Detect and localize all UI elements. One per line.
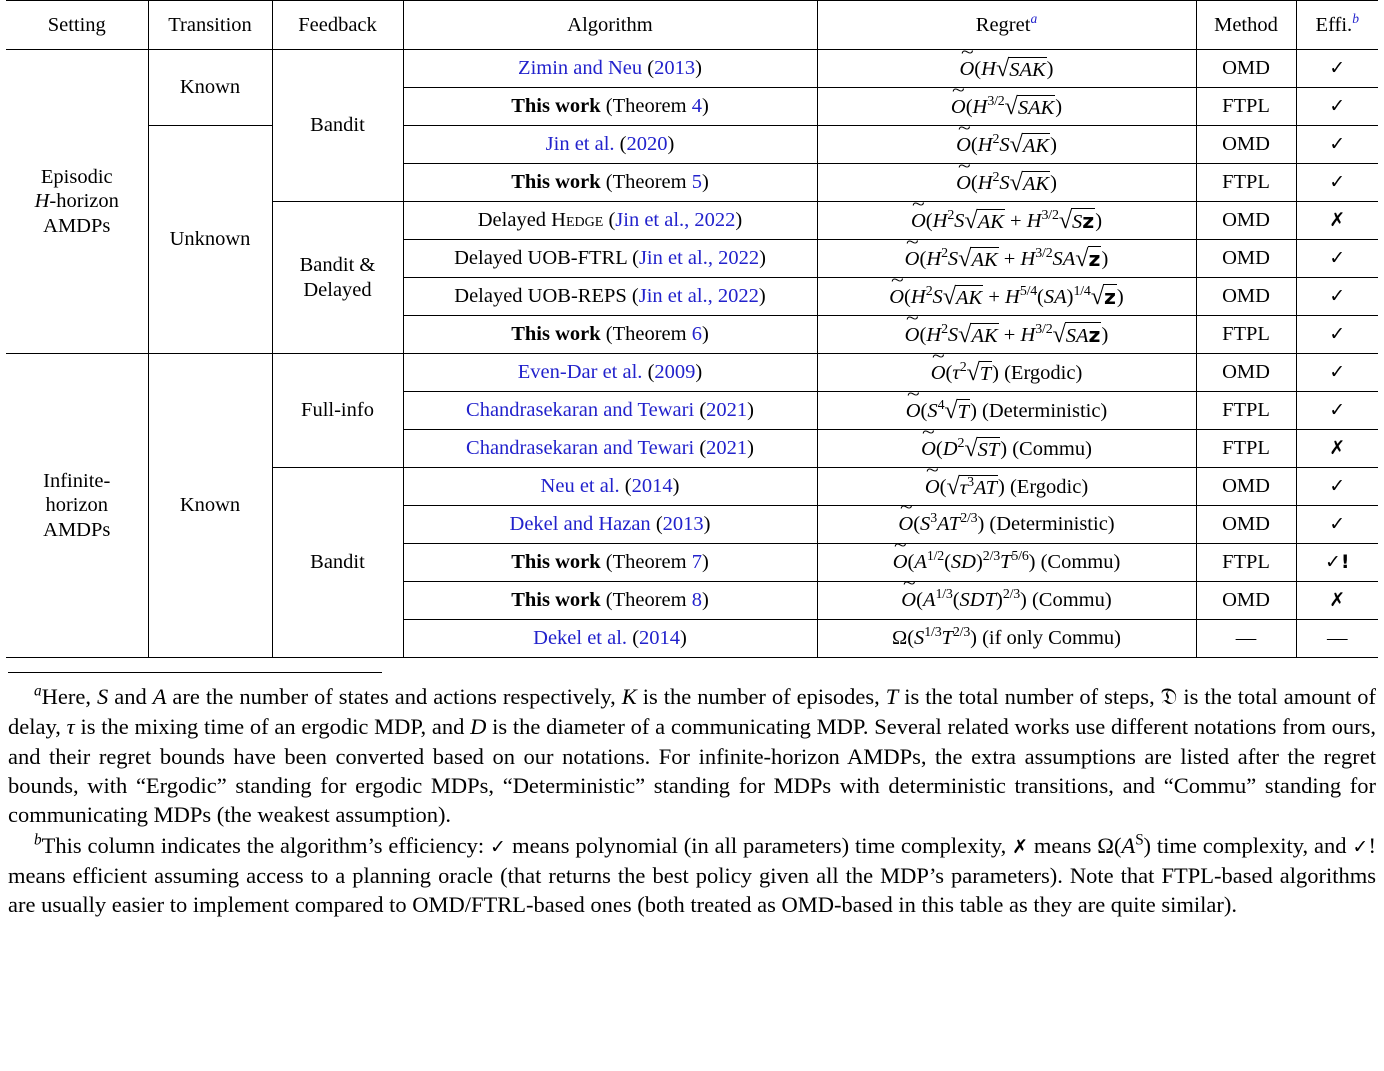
method-cell: OMD xyxy=(1196,50,1296,88)
effi-cell xyxy=(1296,278,1378,316)
table-row xyxy=(6,126,1378,164)
algorithm-name: Hedge xyxy=(551,209,604,232)
method-cell: OMD xyxy=(1196,202,1296,240)
effi-cell xyxy=(1296,164,1378,202)
algorithm-cell: This work (Theorem 4) xyxy=(403,88,817,126)
footnote-a-marker: a xyxy=(34,682,42,700)
feedback-bandit-delayed xyxy=(272,202,403,354)
effi-cell xyxy=(1296,430,1378,468)
citation-link[interactable]: Chandrasekaran and Tewari xyxy=(466,399,695,422)
this-work-label: This work xyxy=(511,171,601,194)
regret-cell: ~ $O(A^{1/2}(SD)^{2/3}T^{5/6})$ (Commu) xyxy=(817,544,1196,582)
header-setting: Setting xyxy=(6,1,148,50)
regret-cell: ~ O(H√SAK) xyxy=(817,50,1196,88)
algorithm-cell: Jin et al. (2020) xyxy=(403,126,817,164)
transition-known-2: Known xyxy=(148,354,272,658)
algorithm-cell: Zimin and Neu (2013) xyxy=(403,50,817,88)
algorithm-cell: Chandrasekaran and Tewari (2021) xyxy=(403,430,817,468)
citation-year[interactable]: 2014 xyxy=(631,475,673,498)
header-row xyxy=(6,1,1378,50)
check-icon: ✓ xyxy=(1329,171,1346,194)
this-work-label: This work xyxy=(511,95,601,118)
this-work-label: This work xyxy=(511,551,601,574)
feedback-line-2: Delayed xyxy=(303,278,372,301)
check-icon: ✓ xyxy=(1329,133,1346,156)
footnote-a xyxy=(6,682,1378,829)
header-regret xyxy=(817,1,1196,50)
effi-cell xyxy=(1296,468,1378,506)
method-cell: OMD xyxy=(1196,468,1296,506)
method-cell: OMD xyxy=(1196,240,1296,278)
algorithm-cell: This work (Theorem 6) xyxy=(403,316,817,354)
check-icon: ✓ xyxy=(1329,361,1346,384)
this-work-label: This work xyxy=(511,589,601,612)
table-row xyxy=(6,354,1378,392)
footnote-b-t3: means xyxy=(1028,833,1098,859)
citation-year[interactable]: 2021 xyxy=(706,437,748,460)
regret-cell: $\Omega(S^{1/3}T^{2/3})$ (if only Commu) xyxy=(817,620,1196,658)
method-cell: OMD xyxy=(1196,506,1296,544)
citation-link[interactable]: Jin et al., 2022 xyxy=(638,285,759,308)
citation-link[interactable]: Even-Dar et al. xyxy=(517,361,643,384)
algorithm-cell: Delayed Hedge (Jin et al., 2022) xyxy=(403,202,817,240)
effi-cell xyxy=(1296,582,1378,620)
check-icon: ✓ xyxy=(1329,247,1346,270)
algorithm-cell: Dekel et al. (2014) xyxy=(403,620,817,658)
theorem-link[interactable]: 6 xyxy=(691,323,702,346)
regret-assumption: (Deterministic) xyxy=(982,400,1108,423)
sym-omega-AS: $\Omega(A^S)$ xyxy=(1097,831,1152,859)
em-dash: — xyxy=(1235,627,1257,650)
check-icon: ✓ xyxy=(1329,57,1346,80)
effi-cell xyxy=(1296,240,1378,278)
effi-cell xyxy=(1296,506,1378,544)
check-icon: ✓ xyxy=(1329,323,1346,346)
header-algorithm: Algorithm xyxy=(403,1,817,50)
algorithm-prefix: Delayed UOB-FTRL xyxy=(454,247,633,270)
setting-line-1: Infinite- xyxy=(43,470,111,493)
theorem-link[interactable]: 7 xyxy=(691,551,702,574)
citation-year[interactable]: 2014 xyxy=(639,627,681,650)
regret-assumption: (Ergodic) xyxy=(1009,476,1089,499)
feedback-bandit-2: Bandit xyxy=(272,468,403,658)
footnote-a-t6: is the total amount of delay, xyxy=(8,684,1376,740)
footnote-a-t5: is the total number of steps, xyxy=(898,684,1161,709)
cross-icon: ✗ xyxy=(1329,589,1346,612)
transition-unknown: Unknown xyxy=(148,126,272,354)
header-transition: Transition xyxy=(148,1,272,50)
effi-cell xyxy=(1296,316,1378,354)
setting-line-2: H-horizon xyxy=(34,190,119,213)
check-icon: ✓ xyxy=(1329,399,1346,422)
footnote-b-t5: ! means efficient assuming access to a planning oracle (that returns the best policy given all the MDP’s parameters). Note that FTPL-based algorithms are usually easier to implement compared to OMD/FTRL-based ones (both treated as OMD-based in this table as they are quite similar). xyxy=(8,833,1376,917)
algorithm-cell: Dekel and Hazan (2013) xyxy=(403,506,817,544)
transition-known-1: Known xyxy=(148,50,272,126)
regret-cell: ~ $O(H^{3/2}√SAK)$ xyxy=(817,88,1196,126)
footnote-marker-a: a xyxy=(1030,11,1038,27)
group-setting-infinite xyxy=(6,354,148,658)
theorem-link[interactable]: 4 xyxy=(691,95,702,118)
algorithm-cell: This work (Theorem 5) xyxy=(403,164,817,202)
header-effi-label: Effi. xyxy=(1315,13,1353,36)
algorithm-cell: Neu et al. (2014) xyxy=(403,468,817,506)
citation-link[interactable]: Jin et al., 2022 xyxy=(615,209,736,232)
theorem-link[interactable]: 8 xyxy=(691,589,702,612)
footnotes-section xyxy=(6,672,1378,919)
method-cell: FTPL xyxy=(1196,316,1296,354)
regret-cell: ~ $O(A^{1/3}(SDT)^{2/3})$ (Commu) xyxy=(817,582,1196,620)
footnote-marker-b: b xyxy=(1352,11,1359,27)
algorithm-cell: Delayed UOB-REPS (Jin et al., 2022) xyxy=(403,278,817,316)
regret-cell: ~ $O(H^2S√AK$ + $H^{3/2}√SA𝘇$) xyxy=(817,316,1196,354)
sym-S: S xyxy=(96,684,109,709)
method-cell: OMD xyxy=(1196,278,1296,316)
regret-cell: ~ $O(H^2S√AK)$ xyxy=(817,164,1196,202)
setting-line-2: horizon xyxy=(45,494,109,517)
citation-link[interactable]: Chandrasekaran and Tewari xyxy=(466,437,695,460)
method-cell: OMD xyxy=(1196,354,1296,392)
table-row xyxy=(6,50,1378,88)
comparison-table xyxy=(6,0,1378,658)
check-bang-icon: ✓! xyxy=(1324,551,1350,574)
effi-cell xyxy=(1296,88,1378,126)
effi-cell xyxy=(1296,50,1378,88)
citation-year[interactable]: 2009 xyxy=(654,361,696,384)
citation-link[interactable]: Dekel and Hazan xyxy=(509,513,651,536)
effi-cell xyxy=(1296,544,1378,582)
regret-cell: ~ $O(H^2S√AK$ + $H^{5/4}(SA)^{1/4}√𝘇$) xyxy=(817,278,1196,316)
sym-K: K xyxy=(621,684,637,709)
method-cell: OMD xyxy=(1196,582,1296,620)
regret-assumption: (Commu) xyxy=(1040,551,1121,574)
feedback-bandit-1: Bandit xyxy=(272,50,403,202)
theorem-link[interactable]: 5 xyxy=(691,171,702,194)
footnote-a-t3: are the number of states and actions respectively, xyxy=(166,684,622,709)
setting-line-3: AMDPs xyxy=(43,518,111,541)
check-icon: ✓ xyxy=(1329,285,1346,308)
method-cell: OMD xyxy=(1196,126,1296,164)
this-work-label: This work xyxy=(511,323,601,346)
footnote-b-marker: b xyxy=(34,831,42,849)
citation-year[interactable]: 2021 xyxy=(706,399,748,422)
algorithm-cell: Chandrasekaran and Tewari (2021) xyxy=(403,392,817,430)
footnote-b-t2: means polynomial (in all parameters) time complexity, xyxy=(506,833,1013,859)
regret-assumption: (Ergodic) xyxy=(1004,362,1083,385)
header-method: Method xyxy=(1196,1,1296,50)
regret-assumption: (Commu) xyxy=(1012,438,1092,461)
footnote-rule xyxy=(8,672,382,673)
table-body xyxy=(6,50,1378,658)
header-feedback: Feedback xyxy=(272,1,403,50)
algorithm-prefix: Delayed xyxy=(477,209,552,232)
group-setting-episodic xyxy=(6,50,148,354)
sym-D: D xyxy=(470,714,487,740)
citation-link[interactable]: Dekel et al. xyxy=(533,627,628,650)
effi-cell xyxy=(1296,126,1378,164)
regret-cell: ~ $O(H^2S√AK)$ xyxy=(817,126,1196,164)
algorithm-cell: This work (Theorem 8) xyxy=(403,582,817,620)
cross-icon: ✗ xyxy=(1329,209,1346,232)
citation-link[interactable]: Zimin and Neu xyxy=(518,57,643,80)
regret-cell: ~ $O(\tau^2√T)$ (Ergodic) xyxy=(817,354,1196,392)
footnote-a-t1: Here, xyxy=(41,684,97,709)
method-cell: FTPL xyxy=(1196,544,1296,582)
regret-cell: ~ $O(S^3AT^{2/3})$ (Deterministic) xyxy=(817,506,1196,544)
table-header xyxy=(6,1,1378,50)
footnote-a-t4: is the number of episodes, xyxy=(636,684,886,709)
sym-tau: τ xyxy=(66,714,75,740)
regret-assumption: (if only Commu) xyxy=(982,627,1122,650)
algorithm-cell: Even-Dar et al. (2009) xyxy=(403,354,817,392)
check-icon: ✓ xyxy=(490,836,507,859)
algorithm-cell: This work (Theorem 7) xyxy=(403,544,817,582)
footnote-a-t7: is the mixing time of an ergodic MDP, and xyxy=(74,714,471,740)
sym-A: A xyxy=(152,684,167,709)
feedback-full-info: Full-info xyxy=(272,354,403,468)
method-cell: FTPL xyxy=(1196,430,1296,468)
algorithm-prefix: Delayed UOB-REPS xyxy=(454,285,632,308)
method-cell: FTPL xyxy=(1196,164,1296,202)
citation-year[interactable]: 2013 xyxy=(654,57,696,80)
check-icon: ✓ xyxy=(1352,836,1369,859)
effi-cell xyxy=(1296,392,1378,430)
effi-cell xyxy=(1296,202,1378,240)
em-dash: — xyxy=(1327,627,1348,650)
footnote-b-t4: time complexity, and xyxy=(1151,833,1353,859)
check-icon: ✓ xyxy=(1329,513,1346,536)
setting-line-3: AMDPs xyxy=(43,214,111,237)
regret-cell: ~ $O(H^2S√AK$ + $H^{3/2}√S𝘇$) xyxy=(817,202,1196,240)
footnote-a-t8: is the diameter of a communicating MDP. Several related works use different notations from ours, and their regret bounds have been converted based on our notations. For infinite-horizon AMDPs, the extra assumptions are listed after the regret bounds, with “Ergodic” standing for ergodic MDPs, “Deterministic” standing for MDPs with deterministic transitions, and “Commu” standing for communicating MDPs (the weakest assumption). xyxy=(8,714,1376,827)
citation-link[interactable]: Jin et al., 2022 xyxy=(638,247,760,270)
footnote-a-t2: and xyxy=(108,684,153,709)
regret-assumption: (Deterministic) xyxy=(989,513,1115,536)
sym-T: T xyxy=(885,684,899,709)
header-effi xyxy=(1296,1,1378,50)
regret-cell: ~ $O(√\tau^3AT)$ (Ergodic) xyxy=(817,468,1196,506)
citation-year[interactable]: 2013 xyxy=(662,513,704,536)
footnote-b-t1: This column indicates the algorithm’s efficiency: xyxy=(41,833,491,859)
cross-icon: ✗ xyxy=(1012,836,1029,859)
effi-cell xyxy=(1296,354,1378,392)
feedback-line-1: Bandit & xyxy=(299,254,376,277)
algorithm-cell: Delayed UOB-FTRL (Jin et al., 2022) xyxy=(403,240,817,278)
header-regret-label: Regret xyxy=(975,13,1031,36)
method-cell xyxy=(1196,620,1296,658)
effi-cell xyxy=(1296,620,1378,658)
method-cell: FTPL xyxy=(1196,88,1296,126)
regret-assumption: (Commu) xyxy=(1031,589,1112,612)
citation-link[interactable]: Jin et al. xyxy=(545,133,615,156)
footnote-b xyxy=(6,831,1378,919)
check-icon: ✓ xyxy=(1329,95,1346,118)
method-cell: FTPL xyxy=(1196,392,1296,430)
regret-cell: ~ $O(D^2√ST)$ (Commu) xyxy=(817,430,1196,468)
check-icon: ✓ xyxy=(1329,475,1346,498)
citation-link[interactable]: Neu et al. xyxy=(540,475,620,498)
citation-year[interactable]: 2020 xyxy=(626,133,668,156)
regret-cell: ~ $O(S^4√T)$ (Deterministic) xyxy=(817,392,1196,430)
cross-icon: ✗ xyxy=(1329,437,1346,460)
setting-line-1: Episodic xyxy=(40,166,113,189)
regret-cell: ~ $O(H^2S√AK$ + $H^{3/2}SA√𝘇$) xyxy=(817,240,1196,278)
sym-frak-D: 𝔇 xyxy=(1160,684,1178,710)
